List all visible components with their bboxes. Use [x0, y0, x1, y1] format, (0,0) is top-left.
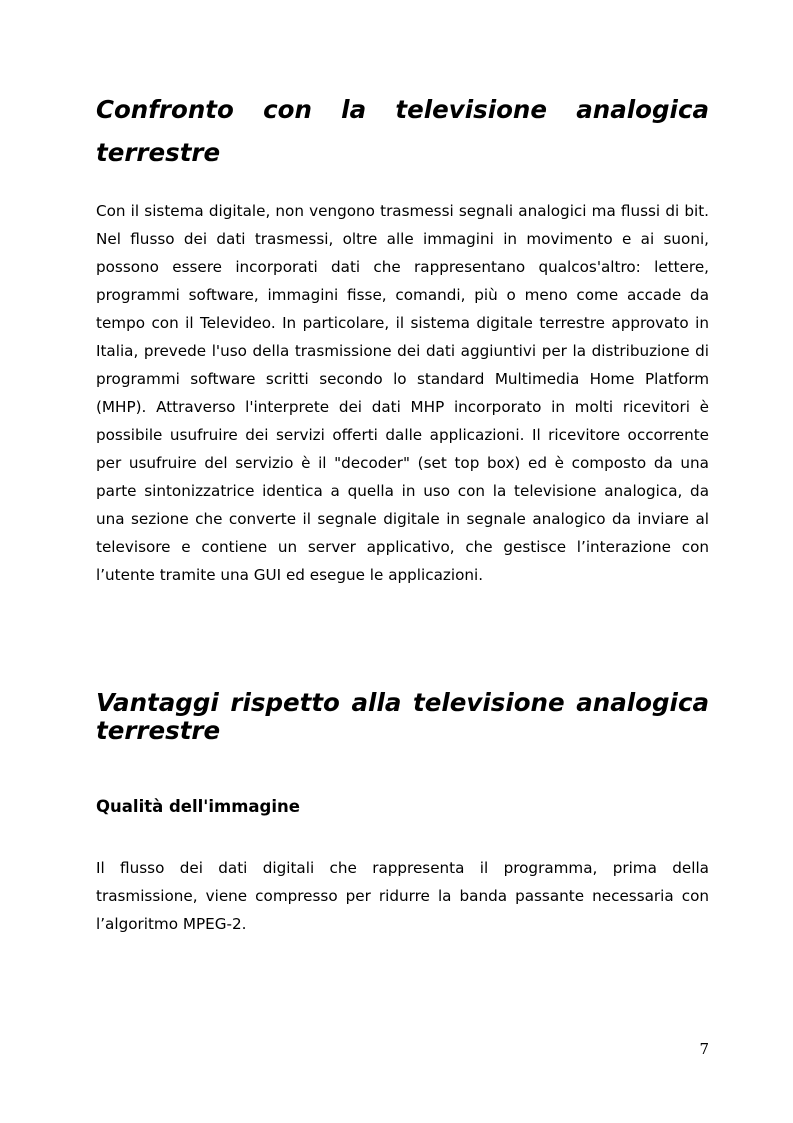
- body-paragraph-qualita: Il flusso dei dati digitali che rappresenta il programma, prima della trasmissione, viene compresso per ridurre la banda passante necessaria con l’algoritmo MPEG-2.: [96, 859, 709, 933]
- section-heading-confronto: Confronto con la televisione analogica terrestre: [96, 95, 709, 167]
- subsection-heading-qualita: Qualità dell'immagine: [96, 797, 300, 816]
- section-heading-vantaggi: Vantaggi rispetto alla televisione analogica terrestre: [96, 688, 709, 745]
- body-paragraph-confronto: Con il sistema digitale, non vengono trasmessi segnali analogici ma flussi di bit. Nel flusso dei dati trasmessi, oltre alle immagini in movimento e ai suoni, possono essere incorporati dati che rappresentano qualcos'altro: lettere, programmi software, immagini fisse, comandi, più o meno come accade da tempo con il Televideo. In particolare, il sistema digitale terrestre approvato in Italia, prevede l'uso della trasmissione dei dati aggiuntivi per la distribuzione di programmi software scritti secondo lo standard Multimedia Home Platform (MHP). Attraverso l'interprete dei dati MHP incorporato in molti ricevitori è possibile usufruire dei servizi offerti dalle applicazioni. Il ricevitore occorrente per usufruire del servizio è il "decoder" (set top box) ed è composto da una parte sintonizzatrice identica a quella in uso con la televisione analogica, da una sezione che converte il segnale digitale in segnale analogico da inviare al televisore e contiene un server applicativo, che gestisce l’interazione con l’utente tramite una GUI ed esegue le applicazioni.: [96, 202, 709, 584]
- page-number: 7: [699, 1040, 709, 1058]
